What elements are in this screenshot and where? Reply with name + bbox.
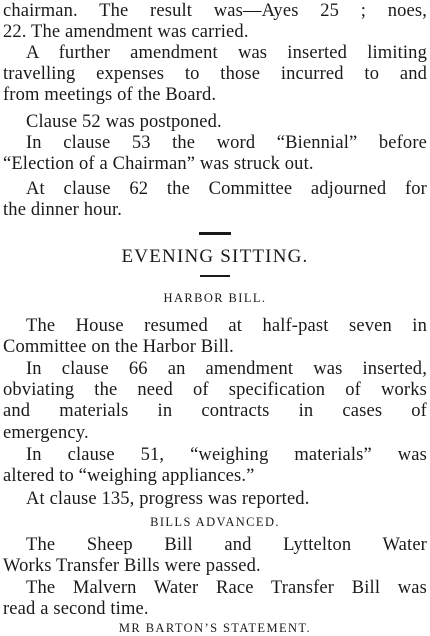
subheading: HARBOR BILL. <box>163 291 267 305</box>
text-line: Committee on the Harbor Bill. <box>3 337 234 357</box>
text-line: The House resumed at half-past seven in <box>26 316 427 336</box>
text-line: altered to “weighing appliances.” <box>3 466 255 486</box>
text-line: chairman. The result was—Ayes 25 ; noes, <box>3 1 427 21</box>
text-line: and materials in contracts in cases of <box>3 401 427 421</box>
text-line: Clause 52 was postponed. <box>26 112 222 132</box>
section-heading: EVENING SITTING. <box>121 246 309 267</box>
text-line: “Election of a Chairman” was struck out. <box>3 154 314 174</box>
section-rule <box>200 275 230 277</box>
subheading: MR BARTON’S STATEMENT. <box>118 621 312 635</box>
text-line: from meetings of the Board. <box>3 85 217 105</box>
text-line: In clause 51, “weighing materials” was <box>26 445 427 465</box>
text-line: At clause 135, progress was reported. <box>26 489 310 509</box>
text-line: the dinner hour. <box>3 200 123 220</box>
text-line: emergency. <box>3 423 89 443</box>
text-line: 22. The amendment was carried. <box>3 22 249 42</box>
text-line: A further amendment was inserted limiting <box>26 43 427 63</box>
subheading: BILLS ADVANCED. <box>150 515 280 529</box>
text-line: obviating the need of specification of works <box>3 380 427 400</box>
text-line: Works Transfer Bills were passed. <box>3 556 261 576</box>
text-line: travelling expenses to those incurred to and <box>3 64 427 84</box>
text-line: read a second time. <box>3 599 149 619</box>
text-line: In clause 66 an amendment was inserted, <box>26 359 427 379</box>
text-line: In clause 53 the word “Biennial” before <box>26 133 427 153</box>
text-line: The Malvern Water Race Transfer Bill was <box>26 578 427 598</box>
text-line: At clause 62 the Committee adjourned for <box>26 179 427 199</box>
text-line: The Sheep Bill and Lyttelton Water <box>26 535 427 555</box>
section-rule <box>199 232 231 235</box>
